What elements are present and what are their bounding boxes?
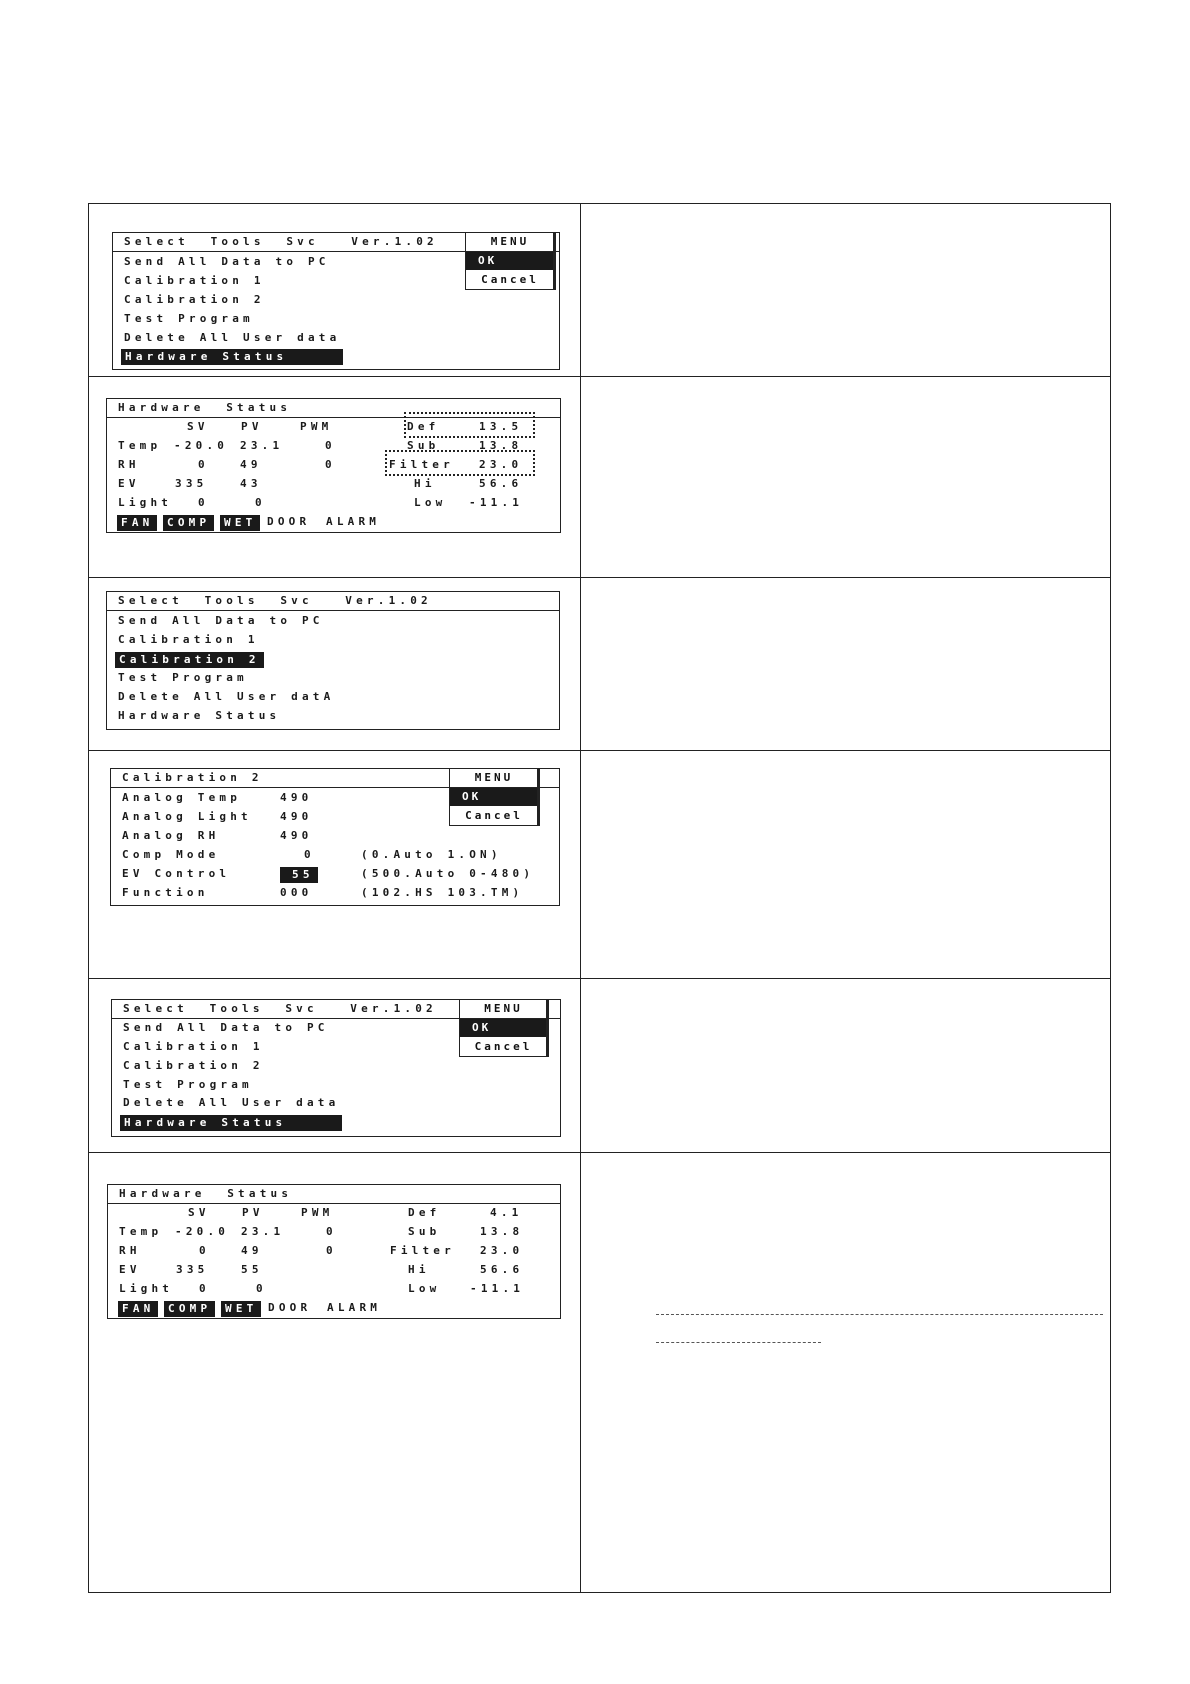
right-label: Sub xyxy=(408,1225,441,1238)
right-value: 23.0 xyxy=(480,1244,524,1257)
header-pv: PV xyxy=(241,420,263,433)
underline-mark xyxy=(656,1310,1103,1315)
ok-button[interactable]: OK xyxy=(466,252,554,270)
menu-title: MENU xyxy=(466,233,554,252)
row-value-selected[interactable]: 55 xyxy=(280,867,318,883)
header-pwm: PWM xyxy=(300,420,333,433)
right-value: 56.6 xyxy=(479,477,523,490)
list-item[interactable]: Calibration 2 xyxy=(123,1059,264,1072)
lcd-title: Calibration 2 xyxy=(122,771,263,784)
row-note: (102.HS 103.TM) xyxy=(361,886,524,899)
pv-value: 23.1 xyxy=(241,1225,285,1238)
table-row xyxy=(89,578,1110,751)
status-flag-comp: COMP xyxy=(164,1301,215,1317)
status-flag-alarm: ALARM xyxy=(326,515,381,528)
lcd-hardware-status xyxy=(107,1184,561,1319)
list-item-selected[interactable]: Calibration 2 xyxy=(115,652,264,668)
table-row xyxy=(89,204,1110,377)
lcd-title: Select Tools Svc Ver.1.02 xyxy=(124,235,438,248)
status-flag-wet: WET xyxy=(220,515,260,531)
row-value[interactable]: 0 xyxy=(304,848,315,861)
header-pv: PV xyxy=(242,1206,264,1219)
right-value: 4.1 xyxy=(490,1206,523,1219)
sv-value: 0 xyxy=(199,1244,210,1257)
pv-value: 49 xyxy=(240,458,262,471)
row-label: Comp Mode xyxy=(122,848,220,861)
list-item[interactable]: Send All Data to PC xyxy=(123,1021,329,1034)
list-item[interactable]: Send All Data to PC xyxy=(124,255,330,268)
row-value[interactable]: 490 xyxy=(280,791,313,804)
pv-value: 0 xyxy=(255,496,266,509)
list-item[interactable]: Delete All User data xyxy=(123,1096,340,1109)
list-item-selected[interactable]: Hardware Status xyxy=(120,1115,342,1131)
right-value: -11.1 xyxy=(469,496,524,509)
lcd-title: Select Tools Svc Ver.1.02 xyxy=(123,1002,437,1015)
right-label: Low xyxy=(408,1282,441,1295)
menu-popup xyxy=(449,768,539,826)
sv-value: 0 xyxy=(198,458,209,471)
pwm-value: 0 xyxy=(325,458,336,471)
sv-value: -20.0 xyxy=(175,1225,230,1238)
right-value: 13.5 xyxy=(479,420,523,433)
right-label: Hi xyxy=(408,1263,430,1276)
row-value[interactable]: 490 xyxy=(280,810,313,823)
row-label: Light xyxy=(119,1282,174,1295)
right-label: Def xyxy=(407,420,440,433)
status-flag-fan: FAN xyxy=(117,515,157,531)
row-label: Light xyxy=(118,496,173,509)
cancel-button[interactable]: Cancel xyxy=(481,273,539,286)
header-pwm: PWM xyxy=(301,1206,334,1219)
list-item[interactable]: Delete All User datA xyxy=(118,690,335,703)
ok-button[interactable]: OK xyxy=(450,788,538,806)
list-item[interactable]: Test Program xyxy=(124,312,254,325)
list-item[interactable]: Calibration 2 xyxy=(124,293,265,306)
sv-value: 0 xyxy=(199,1282,210,1295)
menu-shadow xyxy=(553,232,556,290)
list-item[interactable]: Send All Data to PC xyxy=(118,614,324,627)
row-label: Temp xyxy=(119,1225,163,1238)
right-value: 56.6 xyxy=(480,1263,524,1276)
header-sv: SV xyxy=(188,1206,210,1219)
table-row xyxy=(89,1153,1110,1594)
column-divider xyxy=(580,204,581,1592)
menu-title: MENU xyxy=(460,1000,547,1019)
list-item-selected[interactable]: Hardware Status xyxy=(121,349,343,365)
header-sv: SV xyxy=(187,420,209,433)
right-label: Hi xyxy=(414,477,436,490)
cancel-button[interactable]: Cancel xyxy=(465,809,523,822)
right-label: Filter xyxy=(390,1244,455,1257)
row-label: EV xyxy=(119,1263,141,1276)
right-value: 23.0 xyxy=(479,458,523,471)
procedure-table xyxy=(88,203,1111,1593)
sv-value: 335 xyxy=(176,1263,209,1276)
pv-value: 23.1 xyxy=(240,439,284,452)
status-flag-comp: COMP xyxy=(163,515,214,531)
row-note: (0.Auto 1.ON) xyxy=(361,848,502,861)
pv-value: 55 xyxy=(241,1263,263,1276)
row-label: Analog Light xyxy=(122,810,252,823)
sv-value: 0 xyxy=(198,496,209,509)
lcd-title: Hardware Status xyxy=(118,401,292,414)
table-row xyxy=(89,751,1110,979)
dotted-highlight-filter xyxy=(385,450,535,476)
right-label: Filter xyxy=(389,458,454,471)
pv-value: 49 xyxy=(241,1244,263,1257)
right-label: Low xyxy=(414,496,447,509)
row-value[interactable]: 000 xyxy=(280,886,313,899)
right-label: Def xyxy=(408,1206,441,1219)
row-label: EV Control xyxy=(122,867,231,880)
pv-value: 43 xyxy=(240,477,262,490)
row-label: Analog RH xyxy=(122,829,220,842)
status-flag-door: DOOR xyxy=(267,515,311,528)
menu-popup xyxy=(465,232,555,290)
pwm-value: 0 xyxy=(326,1244,337,1257)
pwm-value: 0 xyxy=(326,1225,337,1238)
sv-value: 335 xyxy=(175,477,208,490)
dotted-highlight-def xyxy=(404,412,535,438)
right-label: Sub xyxy=(407,439,440,452)
row-label: Function xyxy=(122,886,209,899)
underline-mark xyxy=(656,1338,821,1343)
status-flag-wet: WET xyxy=(221,1301,261,1317)
lcd-title: Hardware Status xyxy=(119,1187,293,1200)
lcd-title: Select Tools Svc Ver.1.02 xyxy=(118,594,432,607)
ok-button[interactable]: OK xyxy=(460,1019,547,1037)
row-note: (500.Auto 0-480) xyxy=(361,867,535,880)
cancel-button[interactable]: Cancel xyxy=(474,1040,533,1053)
status-flag-fan: FAN xyxy=(118,1301,158,1317)
right-value: 13.8 xyxy=(479,439,523,452)
lcd-hardware-status xyxy=(106,398,561,533)
table-row xyxy=(89,377,1110,578)
list-item[interactable]: Delete All User data xyxy=(124,331,341,344)
list-item[interactable]: Test Program xyxy=(118,671,248,684)
menu-title: MENU xyxy=(450,769,538,788)
right-value: -11.1 xyxy=(470,1282,525,1295)
list-item[interactable]: Test Program xyxy=(123,1078,253,1091)
row-label: Temp xyxy=(118,439,162,452)
row-label: RH xyxy=(118,458,140,471)
status-flag-door: DOOR xyxy=(268,1301,312,1314)
row-label: RH xyxy=(119,1244,141,1257)
status-flag-alarm: ALARM xyxy=(327,1301,382,1314)
menu-popup xyxy=(459,999,548,1057)
list-item[interactable]: Hardware Status xyxy=(118,709,281,722)
row-value[interactable]: 490 xyxy=(280,829,313,842)
sv-value: -20.0 xyxy=(174,439,229,452)
list-item[interactable]: Calibration 1 xyxy=(123,1040,264,1053)
menu-shadow xyxy=(537,768,540,826)
right-value: 13.8 xyxy=(480,1225,524,1238)
lcd-select-tools xyxy=(106,591,560,730)
row-label: EV xyxy=(118,477,140,490)
row-label: Analog Temp xyxy=(122,791,242,804)
pwm-value: 0 xyxy=(325,439,336,452)
list-item[interactable]: Calibration 1 xyxy=(124,274,265,287)
table-row xyxy=(89,979,1110,1153)
pv-value: 0 xyxy=(256,1282,267,1295)
list-item[interactable]: Calibration 1 xyxy=(118,633,259,646)
menu-shadow xyxy=(546,999,549,1057)
